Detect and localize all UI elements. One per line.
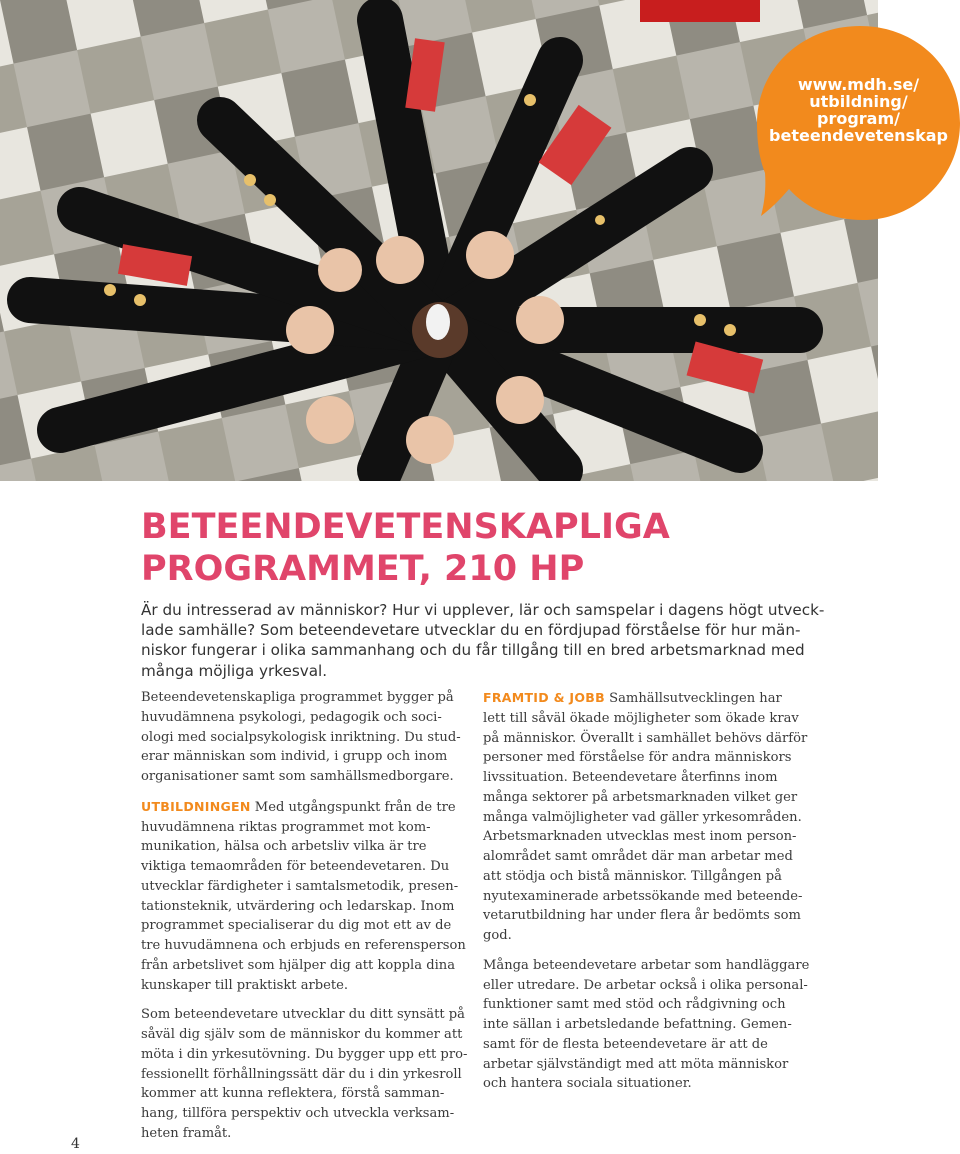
paragraph-framtid-jobb: FRAMTID & JOBB Samhällsutvecklingen har lett till såväl ökade möjligheter som ökade krav på människor. Överallt i samhället behövs därför personer med förståelse för andra människors livssituation. Beteendevetare återfinns inom många sektorer på arbetsmarknaden vilket ger många valmöjligheter vad gäller yrkesområden. Arbetsmarknaden utvecklas mest inom person- alområdet samt området där man arbetar med att stödja och bistå människor. Tillgången på nyutexaminerade arbetssökande med beteende- vetarutbildning har under flera år bedömts som god. xyxy=(483,690,808,943)
page-number: 4 xyxy=(71,1136,80,1152)
right-column xyxy=(483,688,813,1104)
group-photo xyxy=(0,0,878,481)
page-title: BETEENDEVETENSKAPLIGA PROGRAMMET, 210 HP xyxy=(141,507,670,589)
bubble-url[interactable]: www.mdh.se/ utbildning/ program/ beteendevetenskap xyxy=(769,75,948,145)
left-column xyxy=(141,688,471,1154)
url-speech-bubble[interactable] xyxy=(757,26,960,226)
paragraph-utbildningen: UTBILDNINGEN Med utgångspunkt från de tre huvudämnena riktas programmet mot kom- munikation, hälsa och arbetsliv vilka är tre viktiga temaområden för beteendevetaren. Du utvecklar färdigheter i samtalsmetodik, presen- tationsteknik, utvärdering och ledarskap. Inom programmet specialiserar du dig mot ett av de tre huvudämnena och erbjuds en referensperson från arbetslivet som hjälper dig att koppla dina kunskaper till praktiskt arbete. xyxy=(141,798,466,993)
paragraph-perspective: Som beteendevetare utvecklar du ditt synsätt på såväl dig själv som de människor du kommer att möta i din yrkesutövning. Du bygger upp ett pro- fessionellt förhållningssätt där du i din yrkesroll kommer att kunna reflektera, förstå samman- hang, tillföra perspektiv och utveckla verksam- heten framåt. xyxy=(141,1007,468,1141)
section-lead-utbildningen: UTBILDNINGEN xyxy=(141,798,251,814)
section-lead-framtid-jobb: FRAMTID & JOBB xyxy=(483,690,605,705)
intro-paragraph: Är du intresserad av människor? Hur vi upplever, lär och samspelar i dagens högt utveck- lade samhälle? Som beteendevetare utvecklar du en fördjupad förståelse för hur män- niskor fungerar i olika sammanhang och du får tillgång till en bred arbetsmarknad med många möjliga yrkesval. xyxy=(141,601,825,680)
paragraph-program-overview: Beteendevetenskapliga programmet bygger på huvudämnena psykologi, pedagogik och soci- ologi med socialpsykologisk inriktning. Du stud- erar människan som individ, i grupp och inom organisationer samt som samhällsmedborgare. xyxy=(141,690,461,784)
paragraph-roles: Många beteendevetare arbetar som handläggare eller utredare. De arbetar också i olika personal- funktioner samt med stöd och rådgivning och inte sällan i arbetsledande befattning. Gemen- samt för de flesta beteendevetare är att de arbetar självständigt med att möta människor och hantera sociala situationer. xyxy=(483,957,810,1092)
